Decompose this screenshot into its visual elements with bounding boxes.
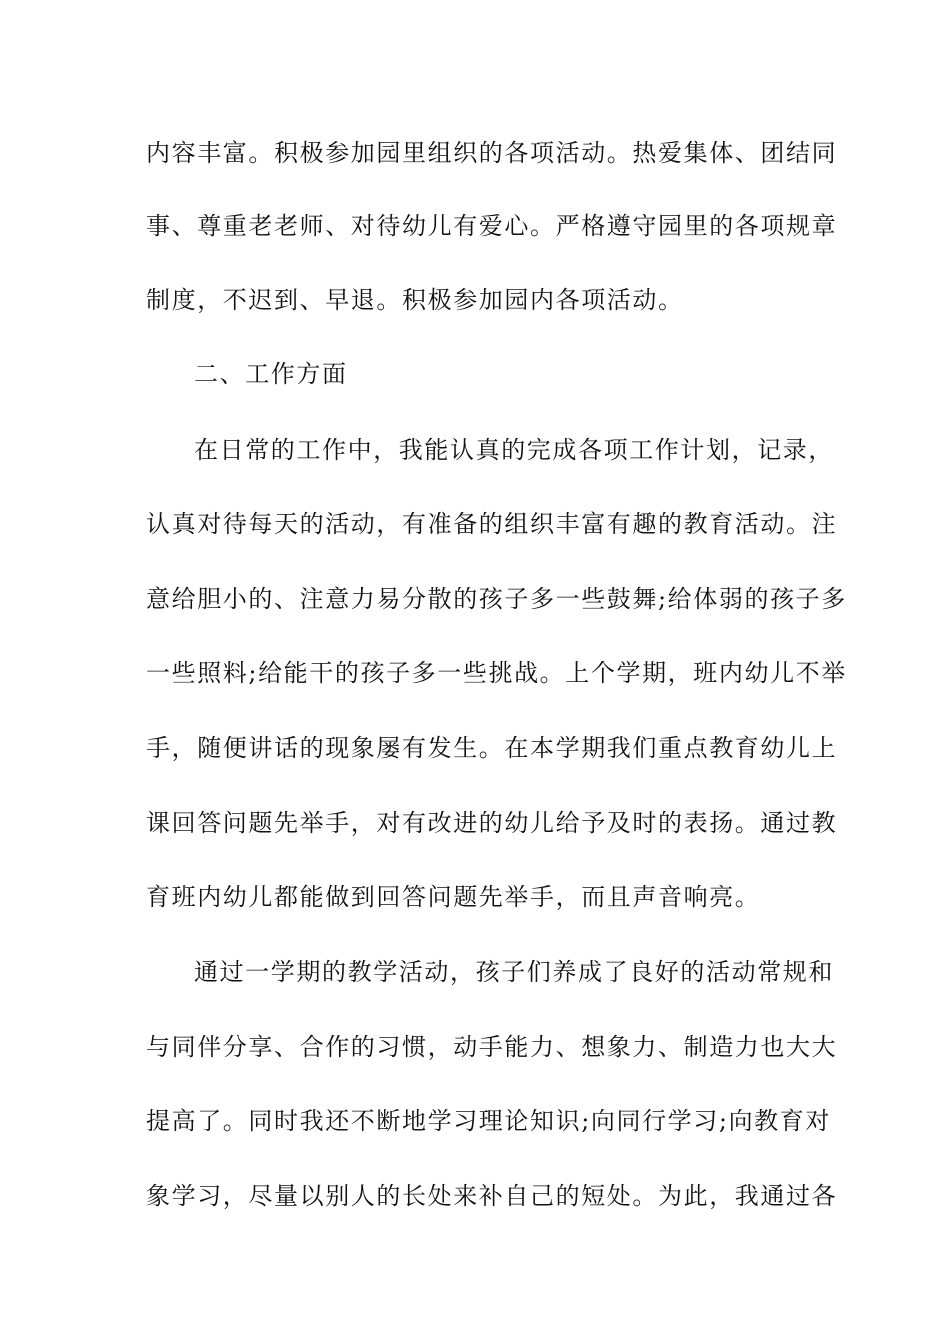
text-line: 手，随便讲话的现象屡有发生。在本学期我们重点教育幼儿上: [146, 734, 838, 762]
text-line: 提高了。同时我还不断地学习理论知识;向同行学习;向教育对: [146, 1107, 831, 1135]
text-line: 制度，不迟到、早退。积极参加园内各项活动。: [146, 286, 684, 314]
text-line: 意给胆小的、注意力易分散的孩子多一些鼓舞;给体弱的孩子多: [146, 585, 847, 613]
text-line: 认真对待每天的活动，有准备的组织丰富有趣的教育活动。注: [146, 510, 838, 538]
text-line: 象学习，尽量以别人的长处来补自己的短处。为此，我通过各: [146, 1182, 838, 1210]
text-line: 一些照料;给能干的孩子多一些挑战。上个学期，班内幼儿不举: [146, 659, 847, 687]
text-line: 内容丰富。积极参加园里组织的各项活动。热爱集体、团结同: [146, 139, 838, 167]
section-heading: 二、工作方面: [194, 360, 348, 388]
text-line: 与同伴分享、合作的习惯，动手能力、想象力、制造力也大大: [146, 1033, 838, 1061]
text-line: 通过一学期的教学活动，孩子们养成了良好的活动常规和: [194, 958, 834, 986]
text-line: 事、尊重老老师、对待幼儿有爱心。严格遵守园里的各项规章: [146, 212, 838, 240]
text-line: 课回答问题先举手，对有改进的幼儿给予及时的表扬。通过教: [146, 809, 838, 837]
text-line: 育班内幼儿都能做到回答问题先举手，而且声音响亮。: [146, 883, 761, 911]
text-line: 在日常的工作中，我能认真的完成各项工作计划，记录，: [194, 436, 834, 464]
